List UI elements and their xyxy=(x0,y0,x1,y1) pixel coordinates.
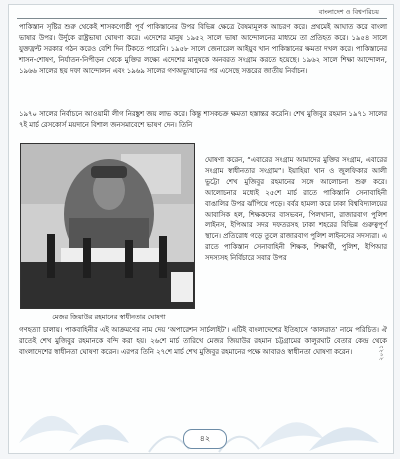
paragraph-2: ১৯৭০ সালের নির্বাচনে আওয়ামী লীগ নিরঙ্কুশ জয় লাভ করে। কিন্তু শাসকচক্র ক্ষমতা হস্তান্তর করেনি। শেখ মুজিবুর রহমান ১৯৭১ সালের ৭ই মার্চ রেসকোর্স ময়দানে বিশাল জনসমাবেশে ভাষণ দেন। তিনি xyxy=(19,110,387,129)
paragraph-3: ঘোষণা করেন, “এবারের সংগ্রাম আমাদের মুক্তির সংগ্রাম, এবারের সংগ্রাম স্বাধীনতার সংগ্রাম”। ইয়াহিয়া খান ও জুলফিকার আলী ভুট্টো শেখ মুজিবুর রহমানের সঙ্গে আলোচনা শুরু করে। আলোচনার মধ্যেই ২৫শে মার্চ রাতে পাকিস্তানি সেনাবাহিনী বাঙালির উপর ঝাঁপিয়ে পড়ে। বর্বর হামলা করে ঢাকা বিশ্ববিদ্যালয়ের আবাসিক হল, শিক্ষকদের বাসভবন, পিলখানা, রাজারবাগ পুলিশ লাইনস, ইপিআর সদর দফতরসহ ঢাকা শহরের বিভিন্ন গুরুত্বপূর্ণ স্থানে। প্রতিরোধ গড়ে তুলে রাজারবাগ পুলিশ লাইনসের সদস্যরা। এ রাতে পাকিস্তান সেনাবাহিনী শিক্ষক, শিক্ষার্থী, পুলিশ, ইপিআর সদস্যসহ নির্বিচারে সবার উপর xyxy=(205,156,387,263)
paragraph-1: পাকিস্তান সৃষ্টির শুরু থেকেই শাসকগোষ্ঠী পূর্ব পাকিস্তানের উপর বিভিন্ন ক্ষেত্রে বৈষম্যমূলক আচরণ করে। প্রথমেই আঘাত করে বাংলা ভাষার উপর। উর্দুকে রাষ্ট্রভাষা ঘোষণা করে। এদেশের মানুষ ১৯৫২ সালে ভাষা আন্দোলনের মাধ্যমে তা প্রতিহত করে। ১৯৫৪ সালে যুক্তফ্রন্ট সরকার গঠন করেও বেশি দিন টিকতে পারেনি। ১৯৫৮ সালে জেনারেল আইয়ুব খান পাকিস্তানের ক্ষমতা দখল করে। পাকিস্তানের শাসন-শোষণ, নির্যাতন-নিপীড়ন থেকে মুক্তির লক্ষ্যে এদেশের মানুষকে অনবরত সংগ্রাম করতে হয়েছে। ১৯৬২ সালে শিক্ষা আন্দোলন, ১৯৬৬ সালের ছয় দফা আন্দোলন এবং ১৯৬৯ সালের গণঅভ্যুত্থানের পর এসেছে সত্তরের জাতীয় নির্বাচন। xyxy=(19,23,387,75)
running-head: বাংলাদেশ ও বিশ্বপরিচয় xyxy=(318,8,379,16)
header-rule xyxy=(17,18,387,19)
paragraph-4: গণহত্যা চালায়। পাকবাহিনীর এই আক্রমণের নাম দেয় ‘অপারেশন সার্চলাইট’। এটিই বাংলাদেশের ইতিহাসে ‘কালরাত’ নামে পরিচিত। ঐ রাতেই শেখ মুজিবুর রহমানকে বন্দি করা হয়। ২৬শে মার্চ তারিখে মেজর জিয়াউর রহমান চট্টগ্রামের কালুরঘাট বেতার কেন্দ্র থেকে বাংলাদেশের স্বাধীনতা ঘোষণা করেন। এরপর তিনি ২৭শে মার্চ শেখ মুজিবুর রহমানের পক্ষে আবারও স্বাধীনতা ঘোষণা করেন। xyxy=(19,326,387,356)
photo-caption: মেজর জিয়াউর রহমানের স্বাধীনতার ঘোষণা xyxy=(52,313,166,321)
page-number: ৪২ xyxy=(183,429,227,449)
page xyxy=(8,4,394,454)
officer-at-microphones-illustration xyxy=(21,144,195,309)
side-number: ২০২১ xyxy=(378,345,385,361)
historical-photo xyxy=(20,143,195,309)
